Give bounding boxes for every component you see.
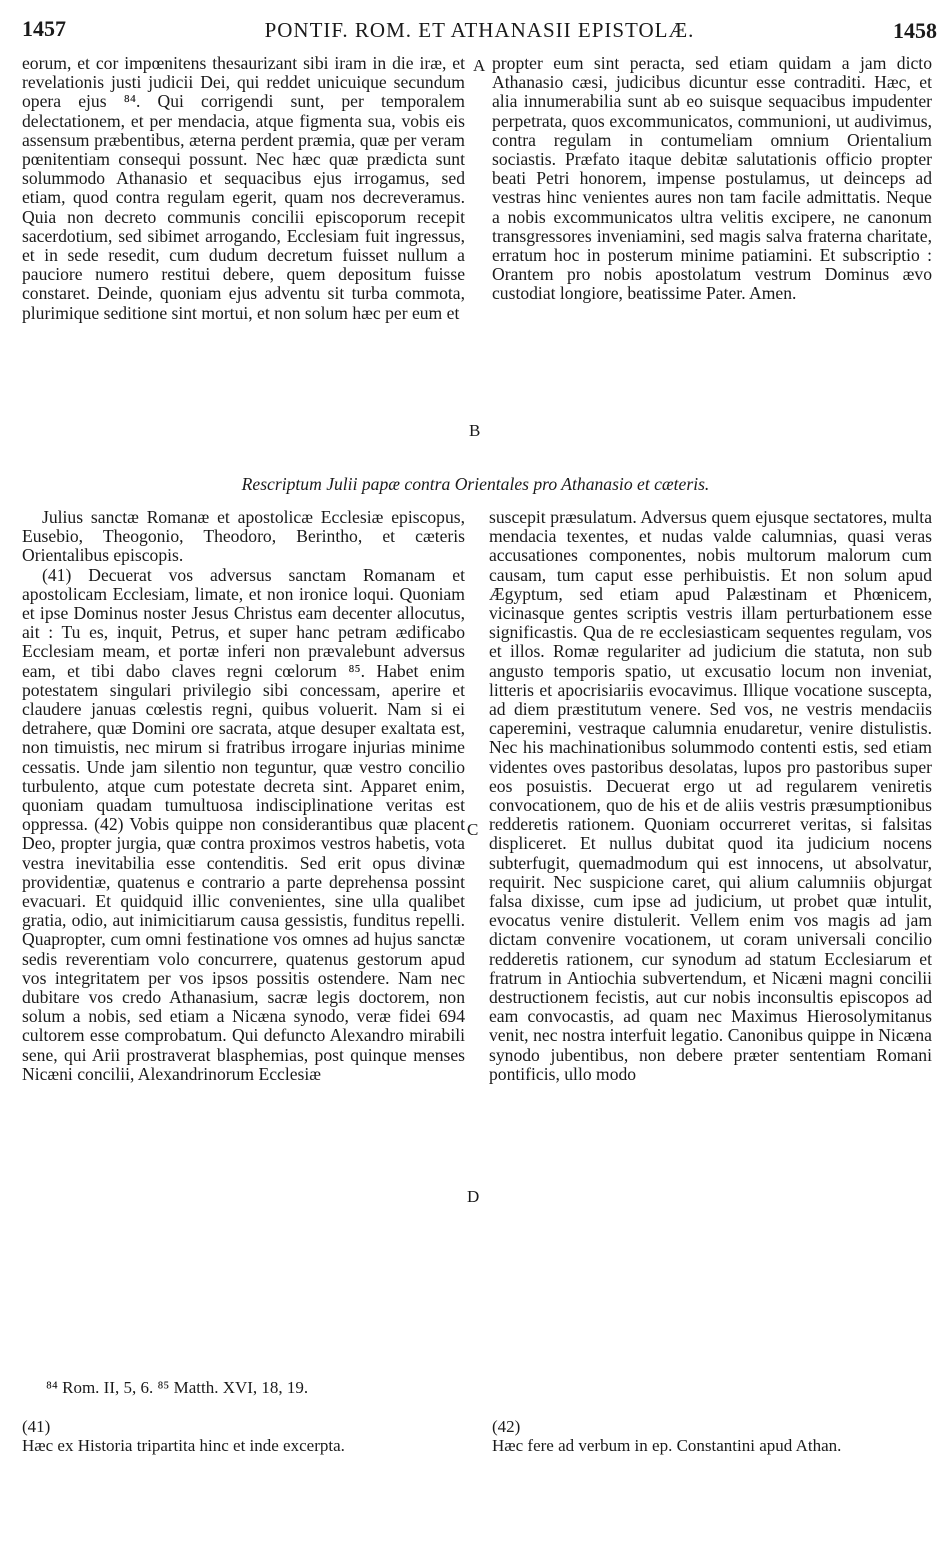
section-marker-a: A [473,56,486,75]
footnote-42 [492,1417,932,1455]
rescript-heading: Rescriptum Julii papæ contra Orientales pro Athanasio et cæteris. [241,474,710,494]
page-header [22,16,937,46]
bottom-right-column [489,508,932,1084]
footnote-41-number: (41) [22,1417,51,1436]
bottom-left-column [22,508,465,1084]
section-marker-b: B [469,421,481,440]
section-marker-c: C [467,820,479,839]
bottom-right-paragraph: suscepit præsulatum. Adversus quem ejusque sectatores, multa mendacia texentes, et nudas valde calumnias, quasi veras accusationes componentes, nobis multorum malorum cum causam, tum caput esse perhibuistis. Et non solum apud Ægyptum, sed etiam apud Palæstinam et Phœnicem, vicinasque gentes scriptis vestris illam perturbationem esse significastis. Qua de re ecclesiasticam sequentes regulam, vos et illos. Romæ regulariter ad judicium die statuta, non sub angusto temporis spatio, ut excusatio locum non inveniat, litteris et apocrisiariis evocavimus. Illique vocatione suscepta, ad diem præstitutum venere. Sed vos, ne vestris mendaciis caperemini, vestraque calumnia enudaretur, venire distulistis. Nec his machinationibus solummodo contenti estis, sed etiam videntes oves pastoribus desolatas, lupos pro pastoribus super eos posuistis. Decuerat ergo ut ad regularem veniretis convocationem, quo de his et de aliis vestris præsumptionibus redderetis rationem. Quoniam occurreret veritas, si falsitas displiceret. Et nullus dubitat quod ita judicium nocens subterfugit, quemadmodum qui est innocens, ut absolvatur, requirit. Nec suspicione caret, qui alium calumniis objurgat falsa dixisse, cum ipse ad judicium, ut probet quæ intulit, evocatus venire distulerit. Vellem enim vos magis ad jam dictam convenire vocationem, ut coram universali concilio redderetis rationem, cur synodum ad statum Ecclesiarum et fratrum in Antiochia subvertendum, et Nicæni magni concilii destructionem fecistis, aut cur nobis inconsultis episcopos ad eam convocastis, ad quam nec Maximus Hierosolymitanus venit, nec nostra interfuit legatio. Canonibus quippe in Nicæna synodo jubentibus, non debere præter sententiam Romani pontificis, ullo modo [489,507,932,1084]
left-column-number: 1457 [22,16,66,41]
section-marker-d: D [467,1187,480,1206]
right-column-number: 1458 [893,18,937,43]
salutation-paragraph: Julius sanctæ Romanæ et apostolicæ Ecclesiæ episcopus, Eusebio, Theogonio, Theodoro, Berintho, et cæteris Orientalibus episcopis. [22,507,465,566]
bottom-left-paragraph: (41) Decuerat vos adversus sanctam Romanam et apostolicam Ecclesiam, limate, et non ironice loqui. Quoniam et ipse Dominus noster Jesus Christus eam decenter allocutus, ait : Tu es, inquit, Petrus, et super hanc petram ædificabo Ecclesiam meam, et portæ inferi non prævalebunt adversus eam, et tibi dabo claves regni cœlorum ⁸⁵. Habet enim potestatem singulari privilegio sibi concessam, aperire et claudere januas cœlestis regni, quibus voluerit. Nam si ei detrahere, quæ Domini ore sacrata, atque desuper exaltata est, non timuistis, nec mirum si fratribus irrogare injurias minime cessatis. Unde jam silentio non teguntur, quæ vestro concilio turbulento, atque cum potestate decreta sint. Apparet enim, quoniam quadam tumultuosa indisciplinatione veritas est oppressa. (42) Vobis quippe non considerantibus quæ placent Deo, propter jurgia, quæ contra proximos vestros habetis, vota vestra inevitabilia esse contenditis. Sed erit opus divinæ providentiæ, quatenus e contrario a parte deprehensa possint evacuari. Et quidquid illic convenientes, sine ulla qualibet gratia, odio, aut inimicitiarum causa gessistis, funditus repelli. Quapropter, cum omni festinatione vos omnes ad hujus sanctæ sedis reverentiam volo concurrere, quatenus gestorum apud vos integritatem per vos ipsos possitis ostendere. Nam nec dubitare vos credo Athanasium, sacræ legis doctorem, non solum a nobis, sed etiam a Nicæna synodo, veræ fidei 694 cultorem esse comprobatum. Qui defuncto Alexandro mirabili sene, qui Arii prostraverat blasphemias, post quinque menses Nicæni concilii, Alexandrinorum Ecclesiæ [22,564,465,1084]
scripture-references: ⁸⁴ Rom. II, 5, 6. ⁸⁵ Matth. XVI, 18, 19. [46,1378,309,1397]
footnote-42-number: (42) [492,1417,521,1436]
top-right-column [492,54,932,304]
footnote-41-text: Hæc ex Historia tripartita hinc et inde excerpta. [22,1436,345,1455]
footnote-42-text: Hæc fere ad verbum in ep. Constantini apud Athan. [492,1436,842,1455]
top-right-paragraph: propter eum sint peracta, sed etiam quidam a jam dicto Athanasio cæsi, judicibus dicuntur esse contraditi. Hæc, et alia innumerabilia sunt ab eo suisque sequacibus impudenter perpetrata, quos excommunicatos, communioni, ut audivimus, contra regulam in contumeliam omnium Orientalium sociastis. Præfato itaque debitæ salutationis officio propter beati Petri honorem, impense postulamus, ut deinceps ad vestras hinc venientes aures non tam facile admittatis. Neque a nobis excommunicatos ultra velitis excipere, ne canonum transgressores inveniamini, sed magis salva fraterna charitate, erratum hoc in posterum minime patiamini. Et subscriptio : Orantem pro nobis apostolatum vestrum Dominus ævo custodiat longiore, beatissime Pater. Amen. [492,53,932,304]
top-left-column [22,54,465,323]
footnote-41 [22,1417,465,1455]
top-left-paragraph: eorum, et cor impœnitens thesaurizant sibi iram in die iræ, et revelationis justi judicii Dei, qui reddet unicuique secundum opera ejus ⁸⁴. Qui corrigendi sunt, per temporalem delectationem, et per mendacia, atque figmenta sua, vobis eis assensum præbentibus, æterna perdent præmia, quæ per veram pœnitentiam consequi possunt. Nec hæc quæ prædicta sunt solummodo Athanasio et sequacibus ejus irrogamus, sed etiam, quod contra regulam egerit, quam nos decreveramus. Quia non decreto communis concilii episcoporum recepit sacerdotium, sed sibimet arrogando, Ecclesiam fuit ingressus, et in sede resedit, cum dudum decretum fuisset nullum a pauciore numero restitui debere, quem depositum fuisse constaret. Deinde, quoniam ejus adventu sit turba commota, plurimique seditione sint mortui, et non solum hæc per eum et [22,53,465,323]
running-title: PONTIF. ROM. ET ATHANASII EPISTOLÆ. [264,18,695,42]
